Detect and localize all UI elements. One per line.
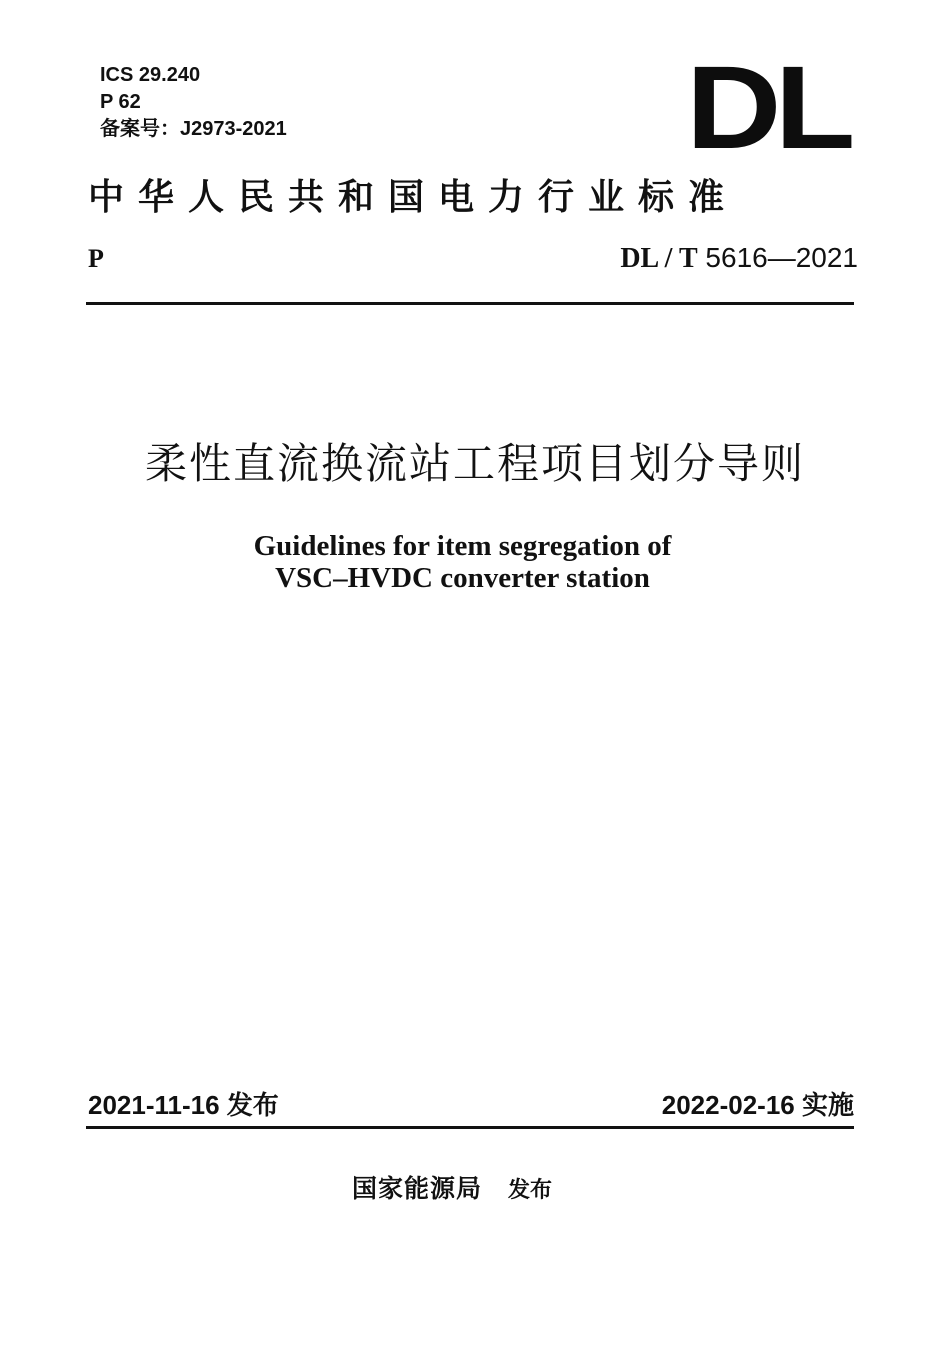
standard-code: [620, 240, 858, 277]
title-english-line-2: VSC–HVDC converter station: [275, 562, 650, 594]
category-letter: P: [88, 244, 104, 273]
filing-number: 备案号：J2973-2021: [100, 118, 287, 140]
implementation-date: 2022-02-16 实施: [661, 1090, 854, 1120]
issue-date: 2021-11-16 发布: [88, 1090, 279, 1120]
title-english: [0, 530, 925, 594]
publisher: [352, 1172, 552, 1207]
title-english-line-1: Guidelines for item segregation of: [253, 530, 672, 562]
dl-logo: DL: [686, 42, 849, 174]
national-standard-heading: 中华人民共和国电力行业标准: [88, 176, 739, 218]
standard-code-prefix: DL / T: [620, 243, 698, 274]
publisher-name: 国家能源局: [352, 1174, 483, 1203]
standard-code-number: 5616—2021: [697, 242, 858, 273]
bottom-divider: [86, 1126, 854, 1129]
ics-code: ICS 29.240: [100, 64, 201, 86]
publisher-action: 发布: [508, 1177, 553, 1203]
top-divider: [86, 302, 854, 305]
metadata-block: [100, 62, 287, 143]
title-chinese: 柔性直流换流站工程项目划分导则: [144, 439, 805, 488]
classification-code: P 62: [100, 91, 141, 113]
